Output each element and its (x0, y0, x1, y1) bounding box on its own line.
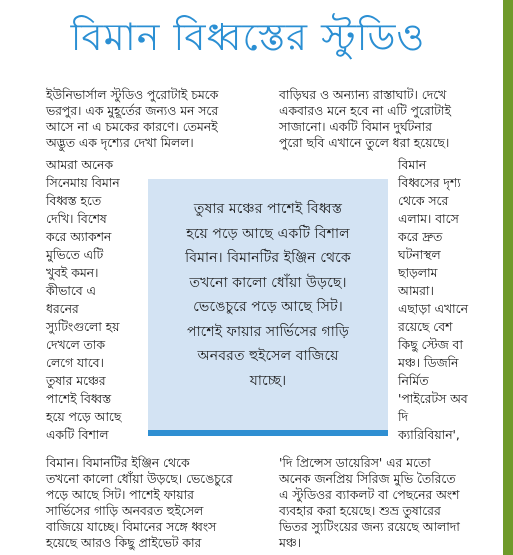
text-line: রয়েছে বেশ (398, 320, 453, 334)
text-line: বিধ্বসের দৃশ্য (398, 176, 461, 190)
text-line: সার্ভিসের গাড়ি অনবরত হুইসেল (46, 504, 204, 518)
pull-quote-line: হয়ে পড়ে আছে একটি বিশাল (186, 225, 350, 242)
text-line: একটি বিশাল (46, 428, 109, 442)
text-line: 'দি প্রিন্সেস ডায়েরিস' এর মতো (279, 456, 431, 470)
text-line: আমরা অনেক (46, 158, 113, 172)
text-line: একবারও মনে হবে না এটি পুরোটাই (279, 104, 451, 118)
pull-quote-line: বিমান। বিমানটির ইঞ্জিন থেকে (185, 250, 351, 266)
text-line: লেগে যাবে। (46, 356, 104, 370)
text-line: হয়ে পড়ে আছে (46, 410, 122, 424)
text-line: 'পাইরেটস অব (398, 392, 468, 406)
pull-quote-rule (148, 430, 388, 436)
pull-quote-line: ভেঙেচুরে পড়ে আছে সিট। (193, 299, 343, 315)
pull-quote-line: তখনো কালো ধোঁয়া উড়ছে। (189, 274, 347, 291)
text-line: ভিতর স্যুটিংয়ের জন্য রয়েছে আলাদা (279, 520, 460, 534)
text-line: মঞ্চ। ডিজনি (398, 356, 459, 370)
text-line: পড়ে আছে সিট। পাশেই ফায়ার (46, 488, 194, 502)
pull-quote-line: তুষার মঞ্চের পাশেই বিধ্বস্ত (193, 201, 343, 217)
text-line: দেখি। বিশেষ (46, 212, 107, 226)
page-edge-bar (503, 0, 513, 555)
text-line: ধরনের (46, 302, 79, 316)
text-line: ভরপুর। এক মুহূর্তের জন্যও মন সরে (46, 104, 219, 118)
pull-quote (148, 179, 388, 430)
text-line: এলাম। বাসে (398, 212, 459, 226)
text-line: সাজানো। একটি বিমান দুর্ঘটনার (279, 120, 432, 134)
text-line: ব্যবহার করা হয়েছে। শুভ্র তুষারের (279, 504, 441, 518)
text-line: আমরা। (398, 284, 434, 298)
text-line: পুরো ছবি এখানে তুলে ধরা হয়েছে। (279, 136, 450, 150)
text-line: বাড়িঘর ও অন্যান্য রাস্তাঘাট। দেখে (279, 88, 447, 102)
text-line: বাজিয়ে যাচ্ছে। বিমানের সঙ্গে ধ্বংস (46, 520, 217, 534)
text-line: তুষার মঞ্চের (46, 374, 106, 388)
text-line: ঘটনাস্থল (398, 248, 441, 262)
text-line: খুবই কমন। (46, 266, 99, 280)
text-line: করে দ্রুত (398, 230, 443, 244)
text-line: অনেক জনপ্রিয় সিরিজ মুভি তৈরিতে (279, 472, 456, 486)
text-line: মঞ্চ। (279, 536, 301, 550)
pull-quote-line: পাশেই ফায়ার সার্ভিসের গাড়ি (186, 323, 350, 340)
text-line: ইউনিভার্সাল স্টুডিও পুরোটাই চমকে (46, 88, 219, 102)
text-line: বিধ্বস্ত হতে (46, 194, 102, 208)
text-line: দি (398, 410, 408, 424)
article-title: বিমান বিধ্বস্তের স্টুডিও (70, 15, 426, 59)
text-line: ছাড়লাম (398, 266, 438, 280)
text-line: আসে না এ চমকের কারণে। তেমনই (46, 120, 218, 134)
text-line: বিমান। বিমানটির ইঞ্জিন থেকে (46, 456, 190, 470)
pull-quote-line: যাচ্ছে। (249, 372, 287, 389)
text-line: মুভিতে এটি (46, 248, 104, 262)
text-line: তখনো কালো ধোঁয়া উড়ছে। ভেঙেচুরে (46, 472, 233, 486)
text-line: বিমান (398, 158, 427, 172)
text-line: হয়েছে আরও কিছু প্রাইভেট কার (46, 536, 202, 550)
text-line: দেখলে তাক (46, 338, 105, 352)
text-line: ক্যারিবিয়ান', (398, 428, 460, 442)
text-line: কিছু স্টেজ বা (398, 338, 463, 352)
text-line: এ স্টুডিওর ব্যাকলট বা পেছনের অংশ (279, 488, 460, 502)
pull-quote-line: অনবরত হুইসেল বাজিয়ে (197, 348, 339, 364)
text-line: থেকে সরে (398, 194, 449, 208)
text-line: নির্মিত (398, 374, 429, 388)
text-line: অদ্ভুত এক দৃশ্যের দেখা মিলল। (46, 136, 194, 150)
text-line: কীভাবে এ (46, 284, 96, 298)
text-line: এছাড়া এখানে (398, 302, 468, 316)
text-line: করে অ্যাকশন (46, 230, 112, 244)
text-line: স্যুটিংগুলো হয় (46, 320, 120, 334)
text-line: সিনেমায় বিমান (46, 176, 120, 190)
text-line: পাশেই বিধ্বস্ত (46, 392, 111, 406)
